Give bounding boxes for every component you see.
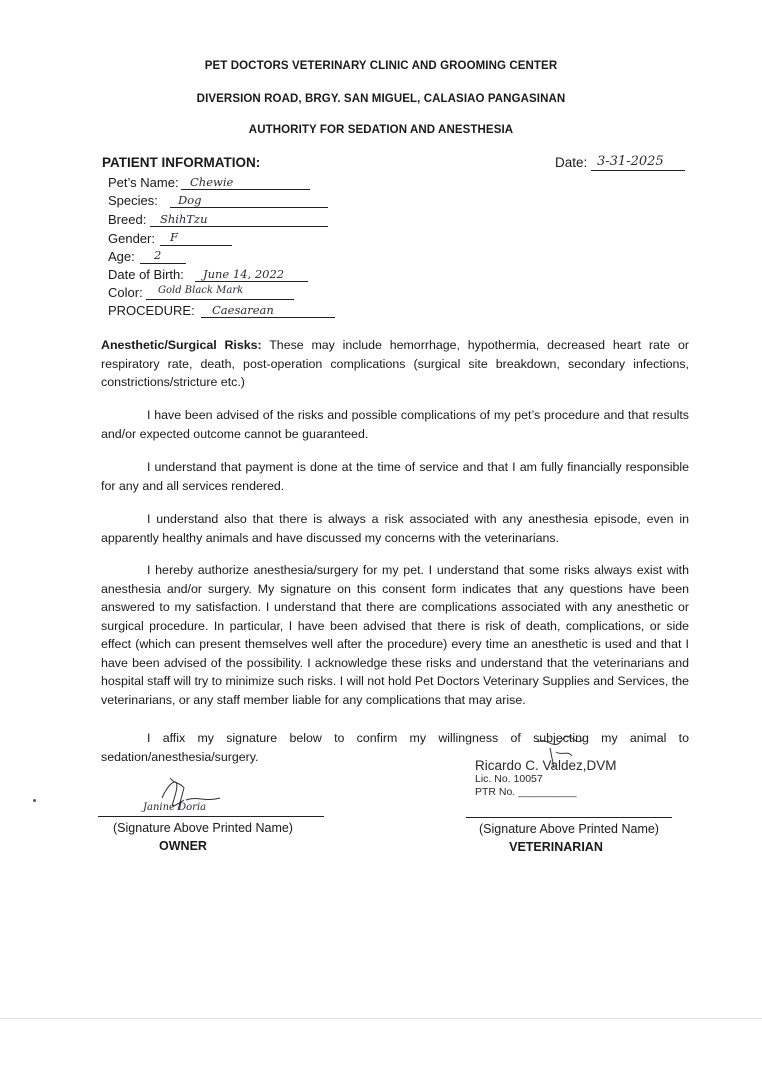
- species-line: [170, 207, 328, 208]
- vet-name: Ricardo C. Valdez,DVM: [475, 758, 617, 773]
- date-line: [591, 170, 685, 171]
- vet-signature-line: [466, 817, 672, 818]
- owner-printed-name: Janine Doria: [143, 802, 207, 813]
- pet-name-line: [181, 189, 310, 190]
- field-label-pet-name: Pet’s Name:: [108, 175, 179, 190]
- field-value-dob: June 14, 2022: [203, 267, 285, 281]
- field-label-breed: Breed:: [108, 212, 147, 227]
- color-line: [146, 299, 294, 300]
- dob-line: [195, 281, 308, 282]
- field-value-breed: ShihTzu: [160, 212, 208, 226]
- field-value-species: Dog: [178, 193, 202, 207]
- vet-ptr: PTR No. __________: [475, 786, 577, 798]
- field-value-age: 2: [154, 248, 162, 262]
- vet-license: Lic. No. 10057: [475, 773, 543, 785]
- scan-speck: [33, 799, 36, 802]
- field-label-color: Color:: [108, 285, 143, 300]
- risks-label: Anesthetic/Surgical Risks:: [101, 338, 262, 352]
- breed-line: [150, 226, 328, 227]
- field-label-species: Species:: [108, 193, 158, 208]
- form-title: AUTHORITY FOR SEDATION AND ANESTHESIA: [248, 124, 514, 136]
- patient-info-title: PATIENT INFORMATION:: [102, 155, 261, 170]
- clinic-address: DIVERSION ROAD, BRGY. SAN MIGUEL, CALASIAO PANGASINAN: [196, 93, 566, 105]
- gender-line: [160, 245, 232, 246]
- field-label-gender: Gender:: [108, 231, 155, 246]
- clinic-name: PET DOCTORS VETERINARY CLINIC AND GROOMING CENTER: [204, 60, 558, 72]
- date-label: Date:: [555, 155, 588, 170]
- risks-text: These may include hemorrhage, hypothermia, decreased heart rate or respiratory rate, death, post-operation complications (surgical site breakdown, secondary infections, constrictions/stricture etc.): [101, 338, 690, 389]
- field-value-gender: F: [170, 230, 178, 244]
- owner-signature-caption: (Signature Above Printed Name): [113, 821, 293, 835]
- field-label-dob: Date of Birth:: [108, 267, 184, 282]
- scan-edge-line: [0, 1018, 762, 1019]
- field-label-age: Age:: [108, 249, 135, 264]
- vet-role: VETERINARIAN: [509, 840, 603, 854]
- vet-signature-caption: (Signature Above Printed Name): [479, 822, 659, 836]
- field-value-pet-name: Chewie: [190, 175, 234, 189]
- vet-signature-scribble: [532, 732, 592, 772]
- paragraph-payment: I understand that payment is done at the time of service and that I am fully financially responsible for any and all services rendered.: [101, 460, 689, 493]
- field-label-procedure: PROCEDURE:: [108, 303, 195, 318]
- paragraph-authorize: I hereby authorize anesthesia/surgery for my pet. I understand that some risks always exist with anesthesia and/or surgery. My signature on this consent form indicates that any questions have been answered to my satisfaction. I understand that there are complications associated with any anesthetic or surgical procedure. In particular, I have been advised that there is risk of death, complications, or side effect (which can present themselves well after the procedure) every time an anesthetic is used and that I have been advised of the possibility. I acknowledge these risks and understand that the veterinarians and hospital staff will try to minimize such risks. I will not hold Pet Doctors Veterinary Supplies and Services, the veterinarians, or any staff member liable for any complications that may arise.: [101, 563, 689, 707]
- owner-role: OWNER: [159, 839, 207, 853]
- age-line: [140, 263, 186, 264]
- procedure-line: [201, 317, 335, 318]
- risks-paragraph: [101, 336, 689, 392]
- paragraph-risk: I understand also that there is always a risk associated with any anesthesia episode, even in apparently healthy animals and have discussed my concerns with the veterinarians.: [101, 512, 689, 545]
- owner-signature-line: [98, 816, 324, 817]
- paragraph-affix: I affix my signature below to confirm my willingness of subjecting my animal to sedation/anesthesia/surgery.: [101, 731, 689, 764]
- paragraph-advised: I have been advised of the risks and possible complications of my pet’s procedure and that results and/or expected outcome cannot be guaranteed.: [101, 408, 689, 441]
- field-value-color: Gold Black Mark: [158, 285, 244, 296]
- field-value-procedure: Caesarean: [212, 303, 274, 317]
- date-value: 3-31-2025: [597, 154, 664, 169]
